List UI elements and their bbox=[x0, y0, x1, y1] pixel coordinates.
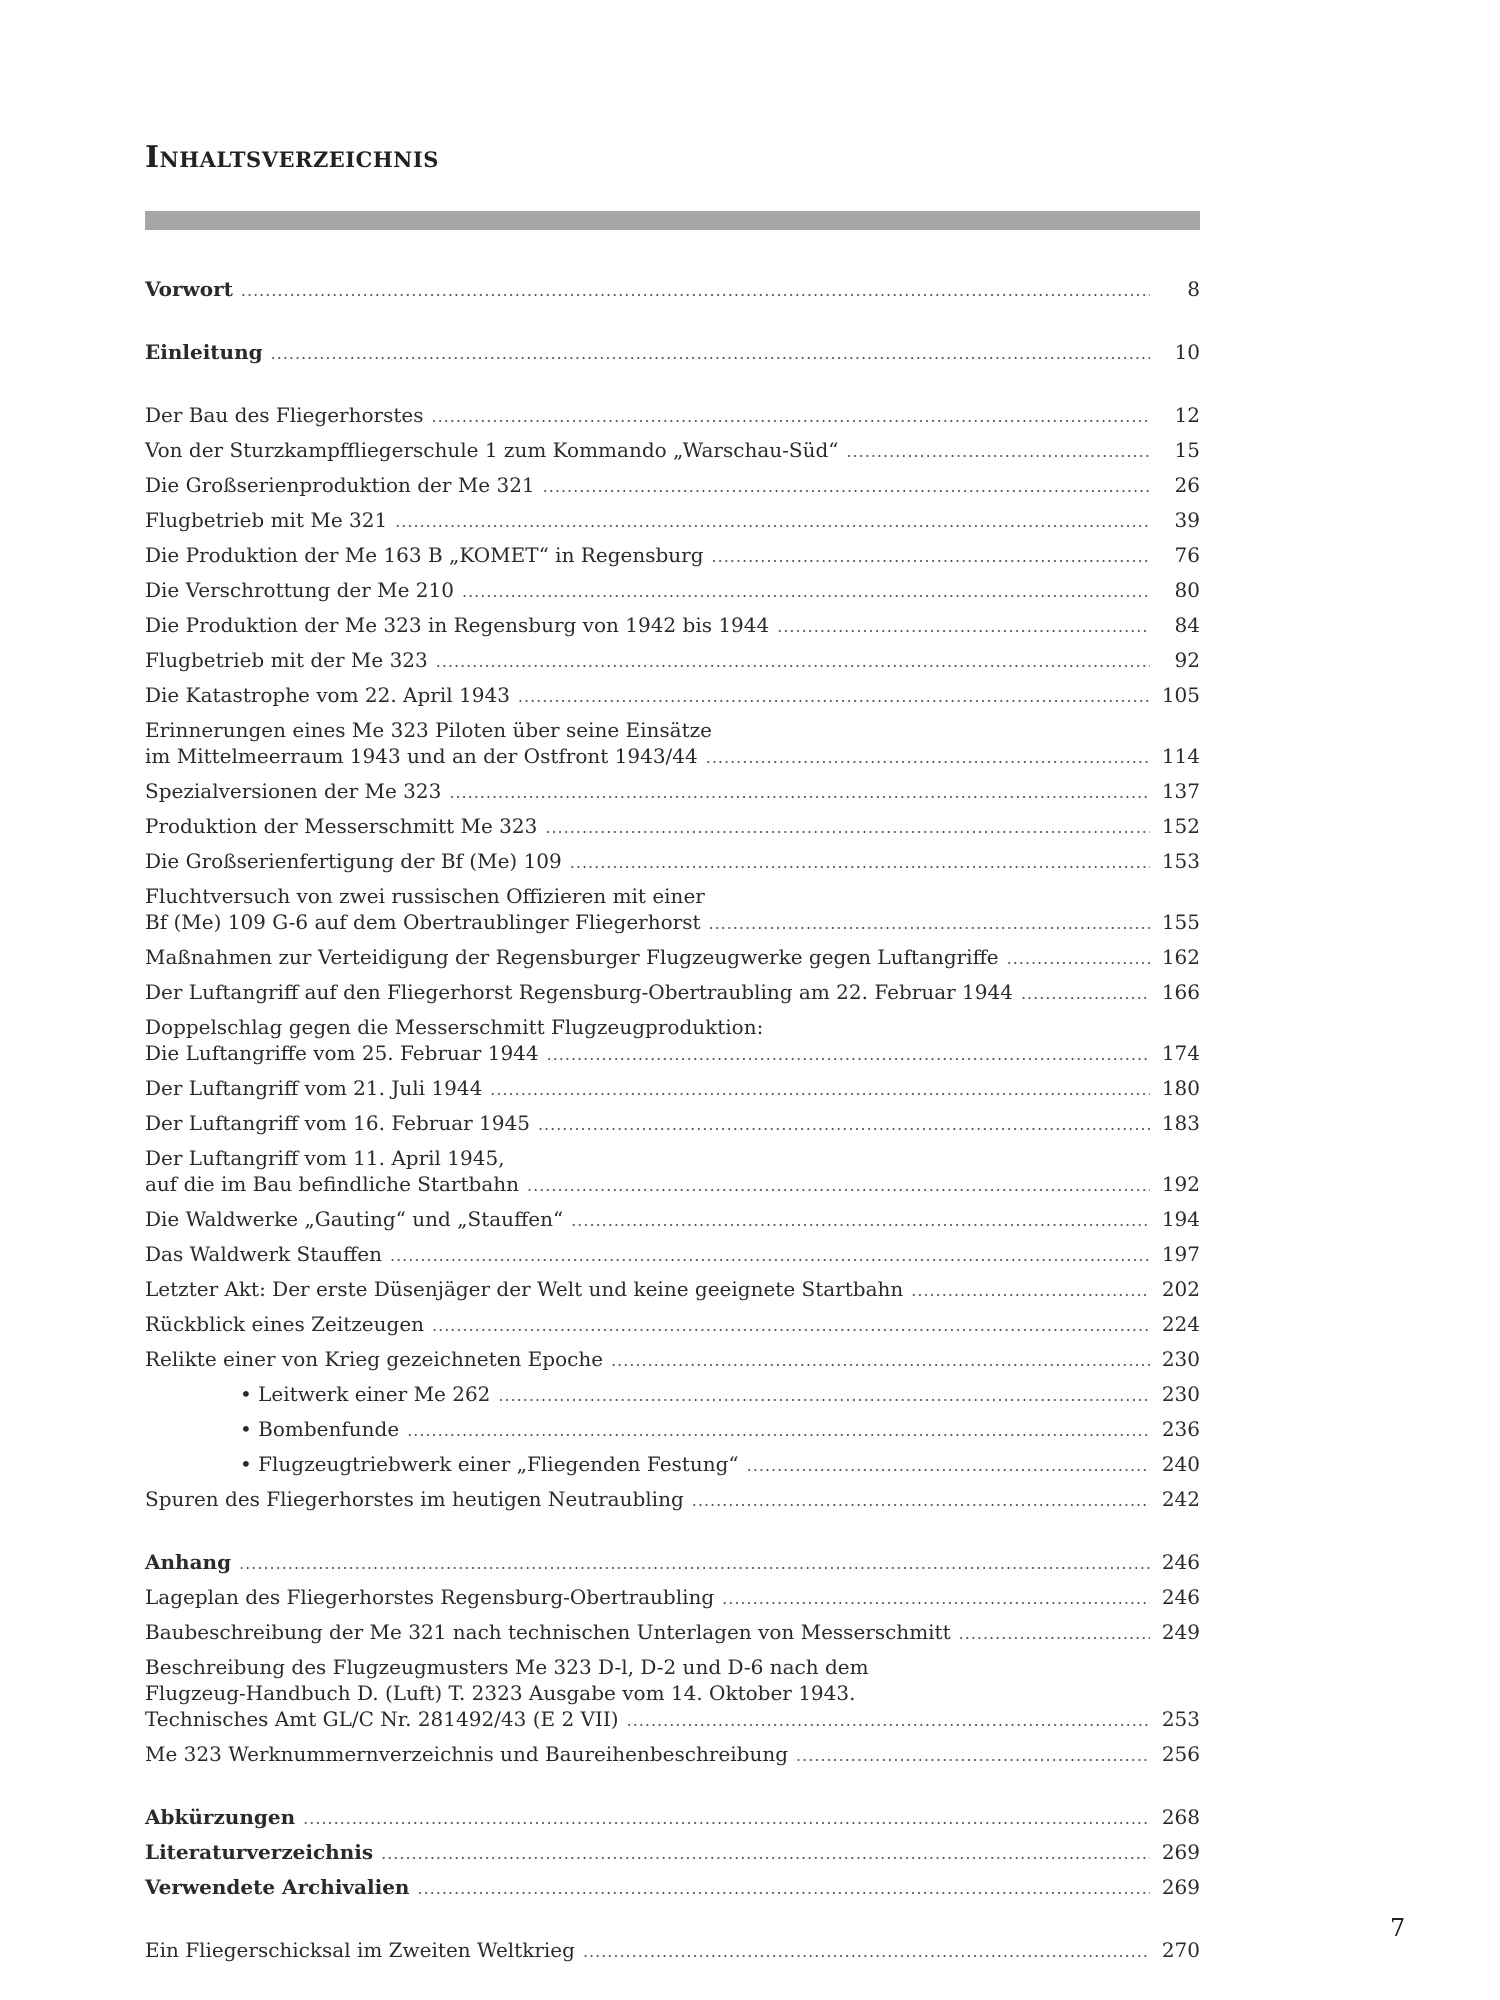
dot-leader bbox=[706, 745, 1150, 771]
toc-entry-page: 236 bbox=[1161, 1417, 1200, 1441]
toc-entry-title: Anhang bbox=[145, 1550, 232, 1574]
toc-entry bbox=[145, 1416, 1200, 1444]
toc-entry-title: Technisches Amt GL/C Nr. 281492/43 (E 2 VII) bbox=[145, 1707, 619, 1731]
dot-leader bbox=[390, 1243, 1150, 1269]
toc-entry bbox=[145, 1206, 1200, 1234]
toc-entry-row bbox=[145, 1804, 1200, 1832]
dot-leader bbox=[796, 1743, 1150, 1769]
dot-leader bbox=[545, 815, 1150, 841]
toc-entry bbox=[145, 542, 1200, 570]
toc-entry-title: Maßnahmen zur Verteidigung der Regensburger Flugzeugwerke gegen Luftangriffe bbox=[145, 945, 999, 969]
toc-entry-title: Spuren des Fliegerhorstes im heutigen Neutraubling bbox=[145, 1487, 684, 1511]
toc-entry-page: 15 bbox=[1174, 438, 1200, 462]
toc-entry-row bbox=[145, 909, 1200, 937]
title-divider-bar bbox=[145, 211, 1200, 230]
toc-entry-row bbox=[145, 1346, 1200, 1374]
toc-entry-title: Der Luftangriff auf den Fliegerhorst Regensburg-Obertraubling am 22. Februar 1944 bbox=[145, 980, 1013, 1004]
toc-entry-row bbox=[145, 1619, 1200, 1647]
toc-entry-row bbox=[145, 339, 1200, 367]
toc-entry-page: 194 bbox=[1161, 1207, 1200, 1231]
toc-entry-row bbox=[145, 1171, 1200, 1199]
toc-entry-page: 76 bbox=[1174, 543, 1200, 567]
toc-entry-page: 249 bbox=[1161, 1620, 1200, 1644]
toc-entry bbox=[145, 1381, 1200, 1409]
dot-leader bbox=[417, 1876, 1150, 1902]
toc-entry-row bbox=[240, 1416, 1200, 1444]
toc-entry-row bbox=[145, 507, 1200, 535]
toc-entry-title: Baubeschreibung der Me 321 nach technischen Unterlagen von Messerschmitt bbox=[145, 1620, 951, 1644]
toc-entry-page: 105 bbox=[1161, 683, 1200, 707]
toc-entry-page: 114 bbox=[1161, 744, 1200, 768]
toc-entry-row bbox=[145, 437, 1200, 465]
toc-entry bbox=[145, 1584, 1200, 1612]
dot-leader bbox=[543, 474, 1150, 500]
toc-entry bbox=[145, 1486, 1200, 1514]
toc-entry bbox=[145, 1804, 1200, 1832]
dot-leader bbox=[527, 1173, 1150, 1199]
dot-leader bbox=[959, 1621, 1150, 1647]
dot-leader bbox=[627, 1708, 1150, 1734]
toc-entry-page: 230 bbox=[1161, 1382, 1200, 1406]
toc-entry-title: Flugbetrieb mit Me 321 bbox=[145, 508, 388, 532]
toc-entry-title: Die Großserienproduktion der Me 321 bbox=[145, 473, 535, 497]
toc-entry-title: Abkürzungen bbox=[145, 1805, 296, 1829]
toc-entry-title: auf die im Bau befindliche Startbahn bbox=[145, 1172, 520, 1196]
toc-entry bbox=[145, 1937, 1200, 1965]
dot-leader bbox=[709, 911, 1151, 937]
dot-leader bbox=[538, 1112, 1150, 1138]
toc-entry bbox=[145, 848, 1200, 876]
toc-entry bbox=[145, 1549, 1200, 1577]
toc-entry-page: 137 bbox=[1161, 779, 1200, 803]
dot-leader bbox=[692, 1488, 1150, 1514]
toc-entry-title: Der Bau des Fliegerhorstes bbox=[145, 403, 424, 427]
toc-entry-page: 162 bbox=[1161, 945, 1200, 969]
toc-entry-title: Die Großserienfertigung der Bf (Me) 109 bbox=[145, 849, 562, 873]
toc-entry-page: 256 bbox=[1161, 1742, 1200, 1766]
toc-entry-row bbox=[145, 848, 1200, 876]
toc-entry-row bbox=[145, 1549, 1200, 1577]
dot-leader bbox=[271, 341, 1150, 367]
toc-entry bbox=[145, 437, 1200, 465]
toc-entry-row bbox=[240, 1451, 1200, 1479]
toc-entry bbox=[145, 1075, 1200, 1103]
dot-leader bbox=[518, 684, 1150, 710]
dot-leader bbox=[1021, 981, 1150, 1007]
toc-entry-page: 8 bbox=[1187, 277, 1200, 301]
toc-entry bbox=[145, 1311, 1200, 1339]
toc-entry bbox=[145, 883, 1200, 937]
toc-entry-page: 80 bbox=[1174, 578, 1200, 602]
dot-leader bbox=[395, 509, 1150, 535]
toc-entry bbox=[145, 577, 1200, 605]
toc-entry-row bbox=[145, 542, 1200, 570]
toc-entry-row bbox=[145, 577, 1200, 605]
toc-entry bbox=[145, 1874, 1200, 1902]
toc-entry-row bbox=[145, 1486, 1200, 1514]
toc-entry-title: Bf (Me) 109 G-6 auf dem Obertraublinger Fliegerhorst bbox=[145, 910, 701, 934]
dot-leader bbox=[432, 1313, 1150, 1339]
dot-leader bbox=[777, 614, 1150, 640]
toc-entry-row bbox=[145, 1040, 1200, 1068]
dot-leader bbox=[712, 544, 1150, 570]
toc-entry-page: 202 bbox=[1161, 1277, 1200, 1301]
toc-entry-row bbox=[145, 1110, 1200, 1138]
toc-entry-row bbox=[145, 682, 1200, 710]
toc-entry-row bbox=[145, 1874, 1200, 1902]
toc-entry-page: 92 bbox=[1174, 648, 1200, 672]
toc-entry-row bbox=[145, 647, 1200, 675]
toc-entry-row bbox=[145, 1706, 1200, 1734]
toc-entry-page: 152 bbox=[1161, 814, 1200, 838]
toc-entry-page: 242 bbox=[1161, 1487, 1200, 1511]
toc-entry-page: 246 bbox=[1161, 1585, 1200, 1609]
toc-entry-row bbox=[145, 1276, 1200, 1304]
toc-entry-page: 224 bbox=[1161, 1312, 1200, 1336]
toc-entry-page: 270 bbox=[1161, 1938, 1200, 1962]
toc-entry bbox=[145, 778, 1200, 806]
toc-entry-page: 153 bbox=[1161, 849, 1200, 873]
toc-entry-page: 230 bbox=[1161, 1347, 1200, 1371]
toc-entry bbox=[145, 944, 1200, 972]
toc-entry bbox=[145, 979, 1200, 1007]
toc-entry-title: Die Verschrottung der Me 210 bbox=[145, 578, 454, 602]
toc-entry bbox=[145, 1619, 1200, 1647]
dot-leader bbox=[847, 439, 1151, 465]
dot-leader bbox=[570, 850, 1150, 876]
toc-entry-title: Die Luftangriffe vom 25. Februar 1944 bbox=[145, 1041, 539, 1065]
toc-entry bbox=[145, 1276, 1200, 1304]
toc-entry-title: Spezialversionen der Me 323 bbox=[145, 779, 442, 803]
dot-leader bbox=[911, 1278, 1150, 1304]
toc-entry-line: Doppelschlag gegen die Messerschmitt Flugzeugproduktion: bbox=[145, 1015, 764, 1039]
toc-entry-line: Der Luftangriff vom 11. April 1945, bbox=[145, 1146, 505, 1170]
toc-entry-row bbox=[145, 944, 1200, 972]
toc-entry-line: Fluchtversuch von zwei russischen Offizieren mit einer bbox=[145, 884, 705, 908]
toc-entry-row bbox=[145, 778, 1200, 806]
toc-entry-title: Von der Sturzkampffliegerschule 1 zum Kommando „Warschau-Süd“ bbox=[145, 438, 839, 462]
toc-entry-row bbox=[145, 1839, 1200, 1867]
toc-entry bbox=[145, 1014, 1200, 1068]
dot-leader bbox=[1007, 946, 1150, 972]
toc-entry-row bbox=[145, 612, 1200, 640]
toc-entry-page: 240 bbox=[1161, 1452, 1200, 1476]
toc-entry-line: Erinnerungen eines Me 323 Piloten über seine Einsätze bbox=[145, 718, 713, 742]
toc-entry bbox=[145, 339, 1200, 367]
toc-entry-row bbox=[145, 1075, 1200, 1103]
toc-entry-title: Produktion der Messerschmitt Me 323 bbox=[145, 814, 538, 838]
dot-leader bbox=[239, 1551, 1150, 1577]
toc-entry bbox=[145, 507, 1200, 535]
toc-entry-title: Ein Fliegerschicksal im Zweiten Weltkrieg bbox=[145, 1938, 575, 1962]
toc-entry-page: 269 bbox=[1161, 1875, 1200, 1899]
dot-leader bbox=[436, 649, 1150, 675]
toc-entry-row bbox=[145, 979, 1200, 1007]
page-title: Inhaltsverzeichnis bbox=[145, 140, 439, 175]
dot-leader bbox=[498, 1383, 1150, 1409]
toc-entry bbox=[145, 402, 1200, 430]
toc-entry bbox=[145, 717, 1200, 771]
toc-entry-row bbox=[145, 1241, 1200, 1269]
toc-entry bbox=[145, 682, 1200, 710]
toc-entry bbox=[145, 1145, 1200, 1199]
toc-entry-title: • Flugzeugtriebwerk einer „Fliegenden Festung“ bbox=[240, 1452, 739, 1476]
toc-entry-title: Verwendete Archivalien bbox=[145, 1875, 410, 1899]
toc-entry bbox=[145, 813, 1200, 841]
toc-entry-page: 10 bbox=[1174, 340, 1200, 364]
toc-entry-row bbox=[145, 402, 1200, 430]
toc-entry-page: 166 bbox=[1161, 980, 1200, 1004]
toc-entry-row bbox=[145, 1741, 1200, 1769]
toc-entry-title: • Bombenfunde bbox=[240, 1417, 400, 1441]
toc-entry bbox=[145, 1654, 1200, 1734]
page-number: 7 bbox=[1390, 1914, 1406, 1942]
toc-entry-title: Literaturverzeichnis bbox=[145, 1840, 374, 1864]
toc-entry-row bbox=[145, 472, 1200, 500]
toc-entry-title: Rückblick eines Zeitzeugen bbox=[145, 1312, 425, 1336]
toc-entry-title: Vorwort bbox=[145, 277, 233, 301]
toc-entry-page: 26 bbox=[1174, 473, 1200, 497]
dot-leader bbox=[611, 1348, 1150, 1374]
toc-entry-row bbox=[145, 276, 1200, 304]
toc-entry-page: 174 bbox=[1161, 1041, 1200, 1065]
toc-entry bbox=[145, 647, 1200, 675]
dot-leader bbox=[241, 278, 1150, 304]
toc-entry-title: • Leitwerk einer Me 262 bbox=[240, 1382, 491, 1406]
toc-entry-title: Relikte einer von Krieg gezeichneten Epoche bbox=[145, 1347, 604, 1371]
toc-entry bbox=[145, 612, 1200, 640]
toc-entry bbox=[145, 1346, 1200, 1374]
toc-entry-page: 268 bbox=[1161, 1805, 1200, 1829]
toc-entry bbox=[145, 472, 1200, 500]
toc-entry-row bbox=[240, 1381, 1200, 1409]
dot-leader bbox=[547, 1042, 1150, 1068]
toc-entry-page: 253 bbox=[1161, 1707, 1200, 1731]
toc-entry bbox=[145, 1741, 1200, 1769]
toc-entry-title: Die Produktion der Me 163 B „KOMET“ in Regensburg bbox=[145, 543, 704, 567]
table-of-contents bbox=[145, 276, 1200, 1972]
toc-entry-page: 84 bbox=[1174, 613, 1200, 637]
toc-entry-row bbox=[145, 743, 1200, 771]
toc-entry-title: Der Luftangriff vom 21. Juli 1944 bbox=[145, 1076, 483, 1100]
dot-leader bbox=[462, 579, 1150, 605]
toc-entry-page: 12 bbox=[1174, 403, 1200, 427]
dot-leader bbox=[571, 1208, 1150, 1234]
toc-entry bbox=[145, 1241, 1200, 1269]
toc-entry-title: Die Katastrophe vom 22. April 1943 bbox=[145, 683, 510, 707]
dot-leader bbox=[303, 1806, 1150, 1832]
toc-entry-page: 246 bbox=[1161, 1550, 1200, 1574]
toc-entry-row bbox=[145, 1311, 1200, 1339]
dot-leader bbox=[432, 404, 1151, 430]
toc-entry-title: Flugbetrieb mit der Me 323 bbox=[145, 648, 428, 672]
toc-entry-title: Einleitung bbox=[145, 340, 263, 364]
toc-entry-page: 197 bbox=[1161, 1242, 1200, 1266]
toc-entry-title: Die Waldwerke „Gauting“ und „Stauffen“ bbox=[145, 1207, 564, 1231]
toc-entry-line: Beschreibung des Flugzeugmusters Me 323 D-l, D-2 und D-6 nach dem bbox=[145, 1655, 869, 1679]
toc-entry-page: 155 bbox=[1161, 910, 1200, 934]
toc-entry bbox=[145, 1110, 1200, 1138]
toc-entry-page: 180 bbox=[1161, 1076, 1200, 1100]
toc-entry-title: im Mittelmeerraum 1943 und an der Ostfront 1943/44 bbox=[145, 744, 698, 768]
toc-entry-title: Letzter Akt: Der erste Düsenjäger der Welt und keine geeignete Startbahn bbox=[145, 1277, 904, 1301]
toc-entry-title: Me 323 Werknummernverzeichnis und Baureihenbeschreibung bbox=[145, 1742, 789, 1766]
dot-leader bbox=[583, 1939, 1150, 1965]
toc-entry-row bbox=[145, 1937, 1200, 1965]
toc-entry-page: 183 bbox=[1161, 1111, 1200, 1135]
dot-leader bbox=[449, 780, 1150, 806]
toc-entry-row bbox=[145, 813, 1200, 841]
dot-leader bbox=[381, 1841, 1150, 1867]
toc-entry-row bbox=[145, 1206, 1200, 1234]
toc-entry-title: Lageplan des Fliegerhorstes Regensburg-Obertraubling bbox=[145, 1585, 715, 1609]
dot-leader bbox=[490, 1077, 1150, 1103]
dot-leader bbox=[747, 1453, 1150, 1479]
toc-entry bbox=[145, 1839, 1200, 1867]
toc-entry-title: Die Produktion der Me 323 in Regensburg von 1942 bis 1944 bbox=[145, 613, 770, 637]
toc-entry-title: Der Luftangriff vom 16. Februar 1945 bbox=[145, 1111, 530, 1135]
toc-entry bbox=[145, 276, 1200, 304]
toc-entry bbox=[145, 1451, 1200, 1479]
dot-leader bbox=[407, 1418, 1150, 1444]
toc-entry-page: 39 bbox=[1174, 508, 1200, 532]
toc-entry-line: Flugzeug-Handbuch D. (Luft) T. 2323 Ausgabe vom 14. Oktober 1943. bbox=[145, 1681, 856, 1705]
dot-leader bbox=[722, 1586, 1150, 1612]
toc-entry-row bbox=[145, 1584, 1200, 1612]
toc-entry-title: Das Waldwerk Stauffen bbox=[145, 1242, 382, 1266]
toc-entry-page: 269 bbox=[1161, 1840, 1200, 1864]
toc-entry-page: 192 bbox=[1161, 1172, 1200, 1196]
